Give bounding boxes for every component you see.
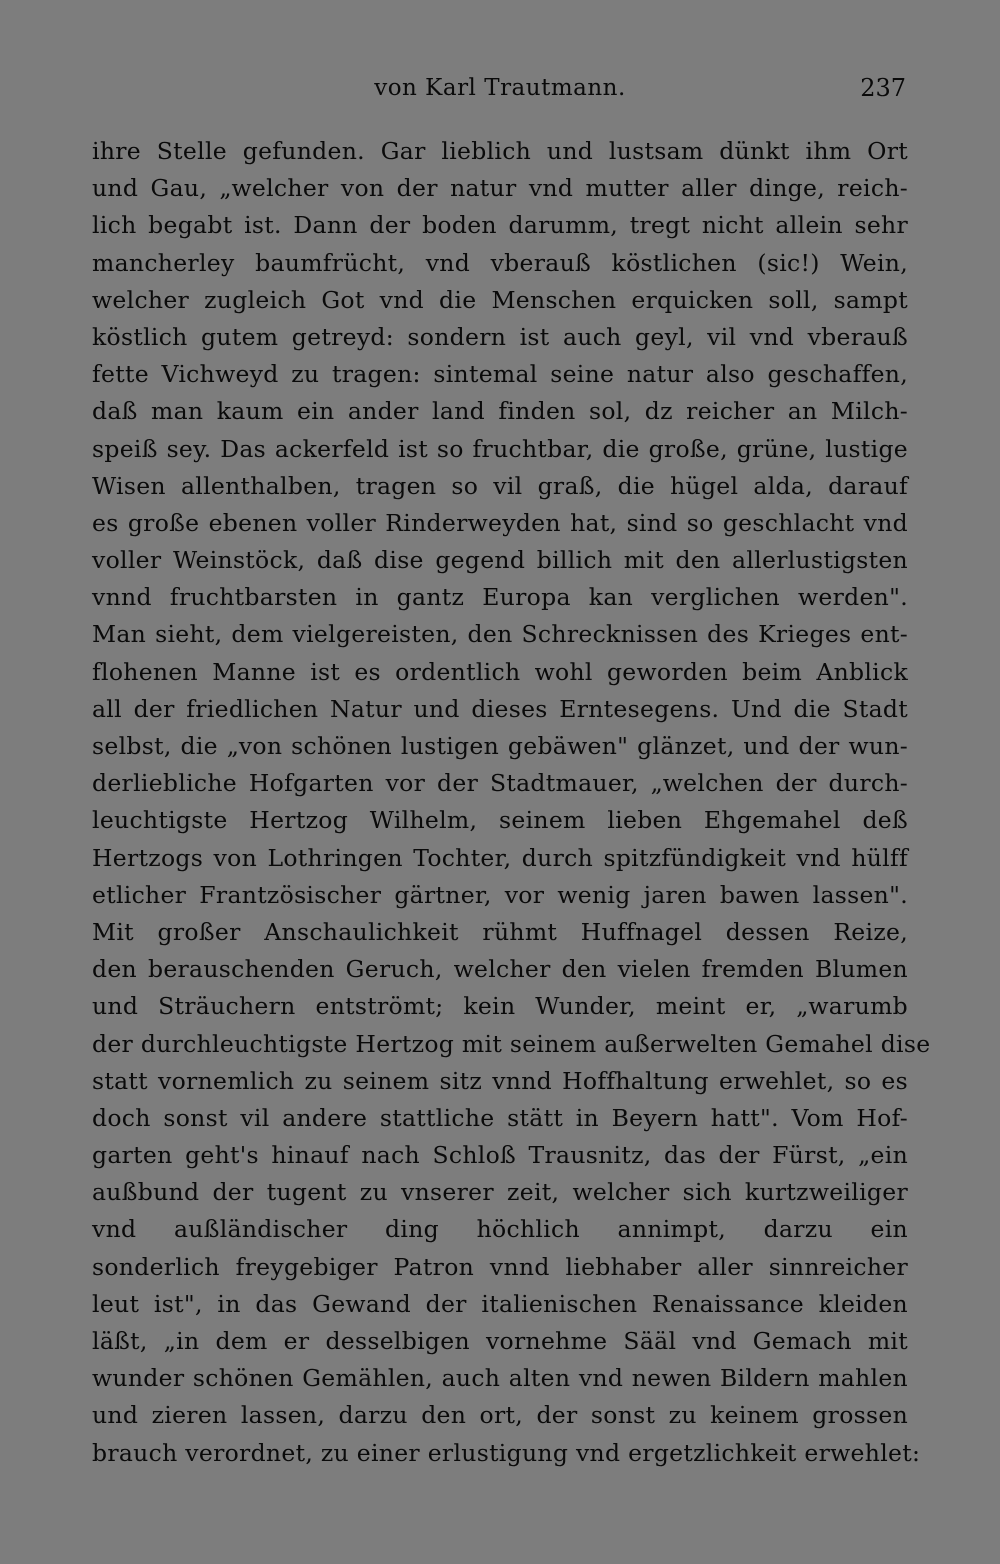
text-line: vnd außländischer ding höchlich annimpt, darzu ein	[92, 1215, 908, 1244]
text-line: daß man kaum ein ander land finden sol, dz reicher an Milch-	[92, 397, 908, 426]
text-line: lich begabt ist. Dann der boden darumm, tregt nicht allein sehr	[92, 211, 908, 240]
text-line: Wisen allenthalben, tragen so vil graß, die hügel alda, darauf	[92, 471, 908, 500]
text-line: garten geht's hinauf nach Schloß Trausnitz, das der Fürst, „ein	[92, 1141, 908, 1170]
text-line: vnnd fruchtbarsten in gantz Europa kan verglichen werden".	[92, 583, 908, 612]
text-line: köstlich gutem getreyd: sondern ist auch geyl, vil vnd vberauß	[92, 322, 908, 351]
text-line: den berauschenden Geruch, welcher den vielen fremden Blumen	[92, 955, 908, 984]
text-line: und Sträuchern entströmt; kein Wunder, meint er, „warumb	[92, 992, 908, 1021]
text-line: und zieren lassen, darzu den ort, der sonst zu keinem grossen	[92, 1401, 908, 1430]
text-line: derliebliche Hofgarten vor der Stadtmauer, „welchen der durch-	[92, 769, 908, 798]
text-line: läßt, „in dem er desselbigen vornehme Sääl vnd Gemach mit	[92, 1327, 908, 1355]
body-text	[92, 133, 931, 1472]
text-line: brauch verordnet, zu einer erlustigung vnd ergetzlichkeit erwehlet:	[92, 1438, 921, 1467]
text-line: mancherley baumfrücht, vnd vberauß köstlichen (sic!) Wein,	[92, 248, 908, 277]
text-line: fette Vichweyd zu tragen: sintemal seine natur also geschaffen,	[92, 360, 908, 389]
text-line: es große ebenen voller Rinderweyden hat, sind so geschlacht vnd	[92, 508, 908, 537]
text-line: ihre Stelle gefunden. Gar lieblich und lustsam dünkt ihm Ort	[92, 137, 908, 165]
text-line: der durchleuchtigste Hertzog mit seinem außerwelten Gemahel dise	[92, 1029, 931, 1058]
running-title: von Karl Trautmann.	[374, 75, 626, 101]
text-line: außbund der tugent zu vnserer zeit, welcher sich kurtzweiliger	[92, 1178, 908, 1207]
text-line: welcher zugleich Got vnd die Menschen erquicken soll, sampt	[92, 285, 908, 314]
text-line: Man sieht, dem vielgereisten, den Schrecknissen des Krieges ent-	[92, 620, 908, 649]
text-line: Mit großer Anschaulichkeit rühmt Huffnagel dessen Reize,	[92, 917, 908, 946]
text-line: all der friedlichen Natur und dieses Erntesegens. Und die Stadt	[92, 694, 908, 723]
text-line: flohenen Manne ist es ordentlich wohl geworden beim Anblick	[92, 657, 908, 686]
page-number: 237	[860, 74, 906, 102]
text-line: leut ist", in das Gewand der italienischen Renaissance kleiden	[92, 1289, 908, 1318]
running-head	[92, 68, 908, 108]
text-line: sonderlich freygebiger Patron vnnd liebhaber aller sinnreicher	[92, 1252, 908, 1281]
text-line: etlicher Frantzösischer gärtner, vor wenig jaren bawen lassen".	[92, 880, 908, 909]
text-line: Hertzogs von Lothringen Tochter, durch spitzfündigkeit vnd hülff	[92, 843, 908, 872]
text-line: voller Weinstöck, daß dise gegend billich mit den allerlustigsten	[92, 546, 908, 575]
text-line: doch sonst vil andere stattliche stätt in Beyern hatt". Vom Hof-	[92, 1103, 908, 1132]
text-line: leuchtigste Hertzog Wilhelm, seinem lieben Ehgemahel deß	[92, 806, 908, 835]
text-line: speiß sey. Das ackerfeld ist so fruchtbar, die große, grüne, lustige	[92, 434, 908, 463]
text-line: und Gau, „welcher von der natur vnd mutter aller dinge, reich-	[92, 174, 908, 203]
text-line: statt vornemlich zu seinem sitz vnnd Hoffhaltung erwehlet, so es	[92, 1066, 908, 1095]
text-line: wunder schönen Gemählen, auch alten vnd newen Bildern mahlen	[92, 1364, 908, 1393]
text-line: selbst, die „von schönen lustigen gebäwen" glänzet, und der wun-	[92, 732, 908, 760]
